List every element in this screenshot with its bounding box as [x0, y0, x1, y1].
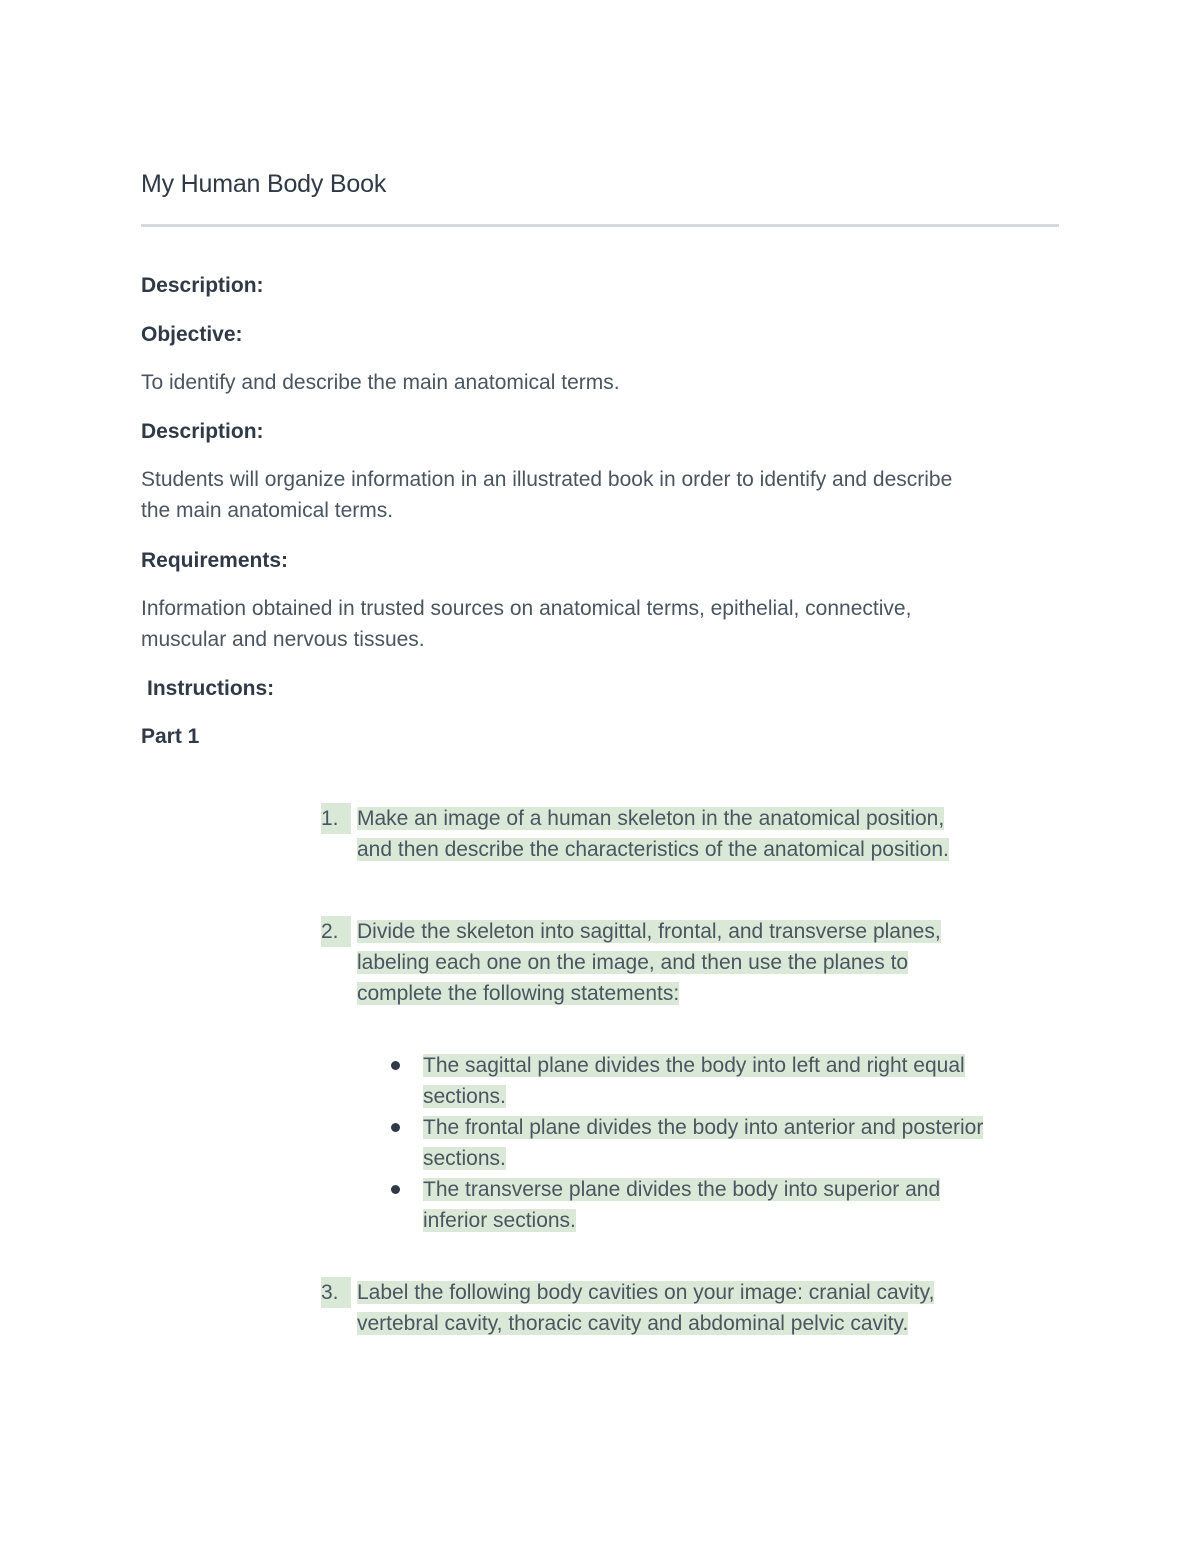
description-text-line: the main anatomical terms. — [141, 499, 394, 522]
bullet-item-line: The frontal plane divides the body into anterior and posterior — [423, 1116, 984, 1139]
description-text-line: Students will organize information in an illustrated book in order to identify and describe — [141, 468, 953, 491]
list-item-line: Make an image of a human skeleton in the anatomical position, — [357, 807, 945, 830]
requirements-text — [141, 593, 1071, 655]
requirements-text-line: muscular and nervous tissues. — [141, 628, 425, 651]
bullet-dot-icon — [390, 1112, 404, 1143]
list-item-text — [357, 803, 1057, 865]
page-title: My Human Body Book — [141, 170, 387, 198]
objective-heading: Objective: — [141, 323, 243, 346]
list-number: 1. — [321, 803, 351, 834]
bullet-item-line: sections. — [423, 1147, 506, 1170]
objective-text: To identify and describe the main anatomical terms. — [141, 371, 620, 394]
title-divider — [141, 224, 1059, 227]
list-item-line: vertebral cavity, thoracic cavity and abdominal pelvic cavity. — [357, 1312, 909, 1335]
requirements-text-line: Information obtained in trusted sources on anatomical terms, epithelial, connective, — [141, 597, 912, 620]
bullet-item-text — [423, 1112, 1063, 1174]
part-heading: Part 1 — [141, 725, 200, 748]
list-item-line: and then describe the characteristics of the anatomical position. — [357, 838, 949, 861]
list-item-text — [357, 1277, 1057, 1339]
list-number: 3. — [321, 1277, 351, 1308]
bullet-item-text — [423, 1050, 1063, 1112]
bullet-dot-icon — [390, 1174, 404, 1205]
description-text — [141, 464, 1071, 526]
bullet-item-line: The sagittal plane divides the body into left and right equal — [423, 1054, 965, 1077]
description-heading-1: Description: — [141, 274, 264, 297]
list-number: 2. — [321, 916, 351, 947]
bullet-item-text — [423, 1174, 1063, 1236]
bullet-dot-icon — [390, 1050, 404, 1081]
bullet-item-line: sections. — [423, 1085, 506, 1108]
list-item-line: Label the following body cavities on your image: cranial cavity, — [357, 1281, 935, 1304]
instructions-heading: Instructions: — [147, 677, 275, 700]
list-item-text — [357, 916, 1057, 1009]
bullet-item-line: inferior sections. — [423, 1209, 576, 1232]
list-item-line: Divide the skeleton into sagittal, frontal, and transverse planes, — [357, 920, 941, 943]
list-item-line: complete the following statements: — [357, 982, 680, 1005]
requirements-heading: Requirements: — [141, 549, 289, 572]
bullet-item-line: The transverse plane divides the body into superior and — [423, 1178, 941, 1201]
list-item-line: labeling each one on the image, and then use the planes to — [357, 951, 909, 974]
description-heading-2: Description: — [141, 420, 264, 443]
